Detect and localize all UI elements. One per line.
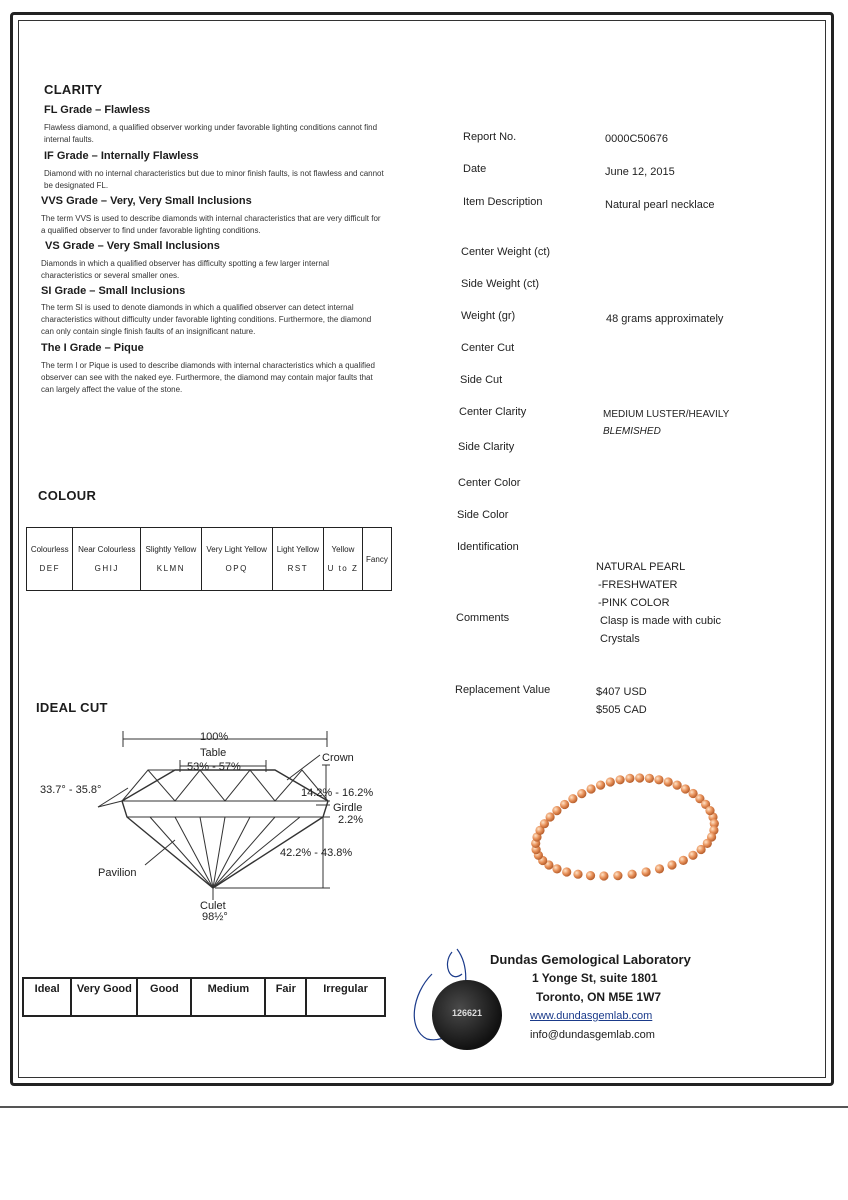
colour-heading: COLOUR [38,488,97,503]
pearl-bead [697,845,706,854]
colour-name: Slightly Yellow [145,545,197,554]
cut-grade-cell: Good [137,978,191,1016]
girdle-label: Girdle [333,802,363,814]
pearl-bead [562,867,571,876]
clarity-grade-title: SI Grade – Small Inclusions [41,285,186,297]
diamond-cut-diagram [30,725,400,925]
pavilion-depth-label: 42.2% - 43.8% [280,847,353,859]
comments-line: NATURAL PEARL [596,561,686,573]
culet-value-label: 98½° [202,911,228,923]
pearl-bead [606,777,615,786]
pearl-bead [628,870,637,879]
colour-name: Very Light Yellow [206,545,267,554]
pearl-bead [655,864,664,873]
replacement-value-usd: $407 USD [596,686,647,698]
colour-name: Colourless [30,545,69,554]
cut-grade-cell: Medium [191,978,265,1016]
side-clarity-label: Side Clarity [458,441,515,453]
colour-cell [362,528,391,591]
pearl-bead [616,775,625,784]
pearl-bead [586,871,595,880]
clarity-grade-desc: Diamonds in which a qualified observer has difficulty spotting a few larger internal characteristics or several smaller ones. [41,259,330,280]
clarity-grade-desc: The term SI is used to denote diamonds in which a qualified observer can detect internal characteristics without difficulty under favorable lighting conditions. Furthermore, the diamond can only contain single finish faults of an insignificant nature. [41,303,372,336]
item-description-label: Item Description [463,196,543,208]
lab-info [490,950,691,1045]
pearl-bead [642,867,651,876]
girdle-value-label: 2.2% [338,814,364,826]
colour-cell [272,528,323,591]
colour-code: U to Z [327,564,359,573]
pearl-bead [635,773,644,782]
lab-address-1: 1 Yonge St, suite 1801 [532,971,658,985]
side-cut-label: Side Cut [460,374,503,386]
colour-name: Light Yellow [276,545,319,554]
date-label: Date [463,163,487,175]
table-range-label: 53% - 57% [187,761,241,773]
seal-number: 126621 [451,1008,483,1018]
item-description-value: Natural pearl necklace [605,199,715,211]
replacement-value-label: Replacement Value [455,684,551,696]
clarity-grade-title: The I Grade – Pique [41,342,144,354]
replacement-value-cad: $505 CAD [596,704,647,716]
center-clarity-value: MEDIUM LUSTER/HEAVILY [603,409,730,420]
cut-grade-table [22,977,386,1017]
pearl-bead [587,784,596,793]
clarity-grade-title: VS Grade – Very Small Inclusions [45,240,220,252]
center-clarity-label: Center Clarity [459,406,527,418]
pearl-bead [625,774,634,783]
colour-cell [324,528,363,591]
table-label: Table [200,747,227,759]
pearl-necklace-photo [520,765,730,890]
comments-line: -PINK COLOR [598,597,670,609]
pearl-bead [560,800,569,809]
pearl-bead [577,789,586,798]
clarity-grade-desc: Diamond with no internal characteristics but due to minor finish faults, is not flawless and cannot be designated FL. [44,169,384,190]
pearl-bead [667,860,676,869]
cut-grade-cell: Very Good [71,978,137,1016]
crown-label: Crown [322,752,354,764]
report-no-label: Report No. [463,131,517,143]
report-no-value: 0000C50676 [605,133,669,145]
colour-name: Yellow [331,545,355,554]
ideal-cut-heading: IDEAL CUT [36,700,108,715]
colour-code: OPQ [225,564,248,573]
cut-grade-cell: Ideal [23,978,71,1016]
pearl-bead [552,864,561,873]
date-value: June 12, 2015 [605,166,675,178]
colour-cell [141,528,201,591]
center-weight-label: Center Weight (ct) [461,246,551,258]
clarity-grade-desc: The term VVS is used to describe diamonds with internal characteristics that are very difficult for a qualified observer to find under favorable lighting conditions. [41,214,381,235]
clarity-grade-desc: Flawless diamond, a qualified observer working under favorable lighting conditions cannot find internal faults. [44,123,378,144]
pearl-bead [664,777,673,786]
cut-grade-cell: Irregular [306,978,385,1016]
center-cut-label: Center Cut [461,342,515,354]
side-weight-label: Side Weight (ct) [461,278,540,290]
colour-code: RST [287,564,309,573]
pearl-bead [705,806,714,815]
weight-value: 48 grams approximately [606,313,724,325]
clarity-grade-title: VVS Grade – Very, Very Small Inclusions [41,195,252,207]
colour-name: Fancy [366,554,388,564]
crown-angle-label: 33.7° - 35.8° [40,784,102,796]
colour-code: GHIJ [94,564,119,573]
pearl-bead [654,775,663,784]
cut-grade-cell: Fair [265,978,306,1016]
colour-cell [201,528,272,591]
pearl-bead [681,784,690,793]
comments-label: Comments [456,612,510,624]
pearl-bead [573,870,582,879]
page-bottom-rule [0,1106,848,1108]
pearl-bead [568,794,577,803]
pearl-bead [599,871,608,880]
colour-cell [27,528,73,591]
colour-code: DEF [39,564,60,573]
pearl-bead [596,781,605,790]
culet-label: Culet [200,900,226,912]
pearl-bead [679,856,688,865]
colour-code: KLMN [156,564,185,573]
pearl-bead [552,806,561,815]
identification-label: Identification [457,541,519,553]
lab-name: Dundas Gemological Laboratory [490,952,691,967]
clarity-grade-title: IF Grade – Internally Flawless [44,150,199,162]
lab-address-2: Toronto, ON M5E 1W7 [536,990,662,1004]
pearl-bead [613,871,622,880]
lab-email: info@dundasgemlab.com [530,1029,655,1041]
pearl-bead [546,812,555,821]
width-label: 100% [200,731,229,743]
clarity-heading: CLARITY [44,82,103,97]
pearl-bead [645,774,654,783]
comments-line: Clasp is made with cubic [600,615,722,627]
crown-height-label: 14.2% - 16.2% [301,787,374,799]
comments-line: -FRESHWATER [598,579,678,591]
colour-cell [73,528,141,591]
weight-label: Weight (gr) [461,310,516,322]
lab-website-link[interactable]: www.dundasgemlab.com [530,1010,653,1022]
center-color-label: Center Color [458,477,521,489]
colour-name: Near Colourless [78,545,136,554]
clarity-grade-desc: The term I or Pique is used to describe diamonds with internal characteristics which a qualified observer can see with the naked eye. Furthermore, the diamond may contain major faults that can largely affect the value of the stone. [41,361,375,394]
clarity-grade-title: FL Grade – Flawless [44,104,151,116]
pearl-bead [688,851,697,860]
center-clarity-value-2: BLEMISHED [603,426,661,437]
comments-line: Crystals [600,633,640,645]
side-color-label: Side Color [457,509,509,521]
colour-scale-table [26,527,392,591]
pearl-bead [673,781,682,790]
pavilion-label: Pavilion [98,867,137,879]
